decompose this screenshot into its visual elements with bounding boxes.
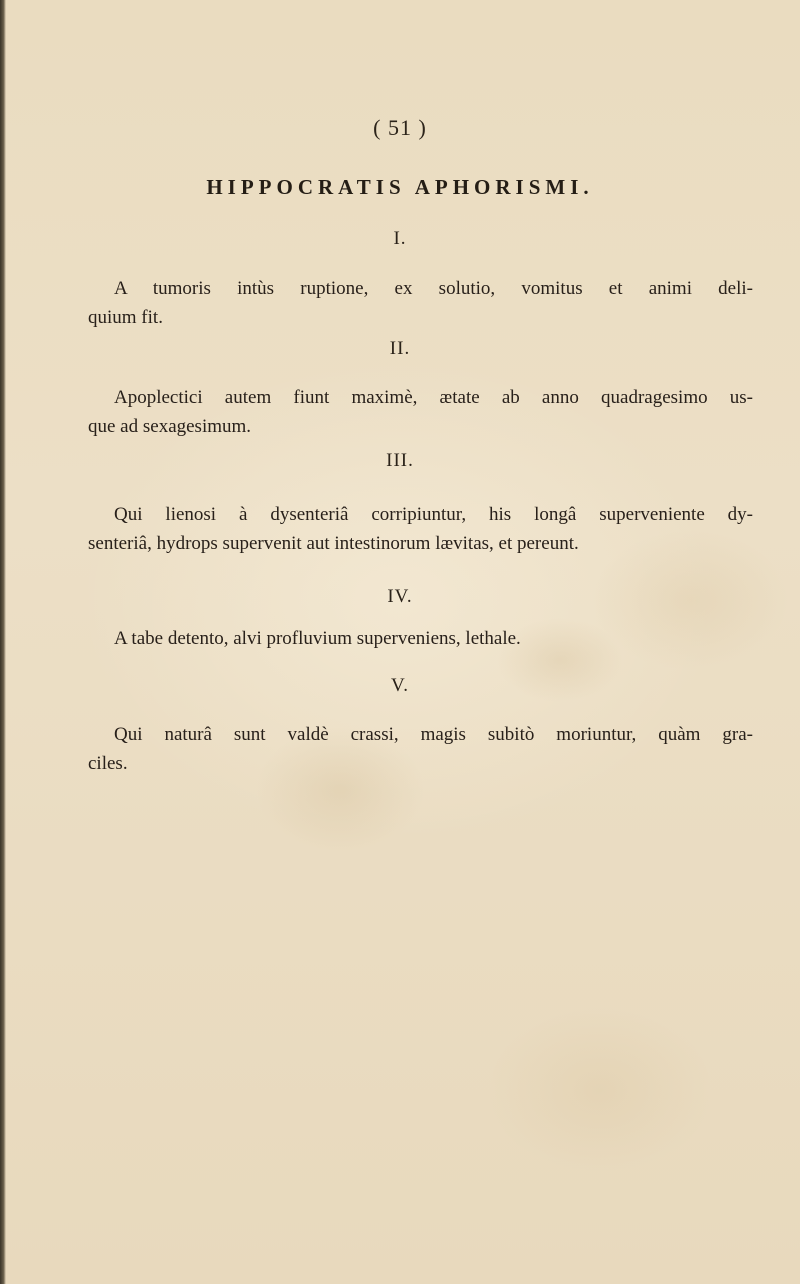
aphorism-5-line-1: Qui naturâ sunt valdè crassi, magis subitò moriuntur, quàm gra- bbox=[114, 724, 753, 745]
aphorism-5-line-2: ciles. bbox=[88, 753, 128, 774]
aphorism-text-4 bbox=[88, 624, 753, 653]
aphorism-numeral-4: IV. bbox=[387, 586, 413, 607]
aphorism-4-line-1: A tabe detento, alvi profluvium superveniens, lethale. bbox=[114, 628, 521, 649]
page-title: HIPPOCRATIS APHORISMI. bbox=[206, 175, 594, 199]
aphorism-text-2 bbox=[88, 383, 753, 441]
aphorism-numeral-2: II. bbox=[389, 338, 411, 359]
aphorism-2-line-1: Apoplectici autem fiunt maximè, ætate ab anno quadragesimo us- bbox=[114, 387, 753, 408]
aphorism-3-line-2: senteriâ, hydrops supervenit aut intestinorum lævitas, et pereunt. bbox=[88, 533, 579, 554]
aphorism-text-1 bbox=[88, 274, 753, 332]
aphorism-2-line-2: que ad sexagesimum. bbox=[88, 416, 252, 437]
aphorism-3-line-1: Qui lienosi à dysenteriâ corripiuntur, his longâ superveniente dy- bbox=[114, 504, 753, 525]
aphorism-text-5 bbox=[88, 720, 753, 778]
aphorism-1-line-1: A tumoris intùs ruptione, ex solutio, vomitus et animi deli- bbox=[114, 278, 753, 299]
aphorism-1-line-2: quium fit. bbox=[88, 307, 163, 328]
aphorism-numeral-5: V. bbox=[390, 675, 410, 696]
aphorism-numeral-3: III. bbox=[386, 450, 414, 471]
aphorism-text-3 bbox=[88, 500, 753, 558]
page-number: ( 51 ) bbox=[373, 115, 427, 140]
aphorism-numeral-1: I. bbox=[393, 228, 407, 249]
